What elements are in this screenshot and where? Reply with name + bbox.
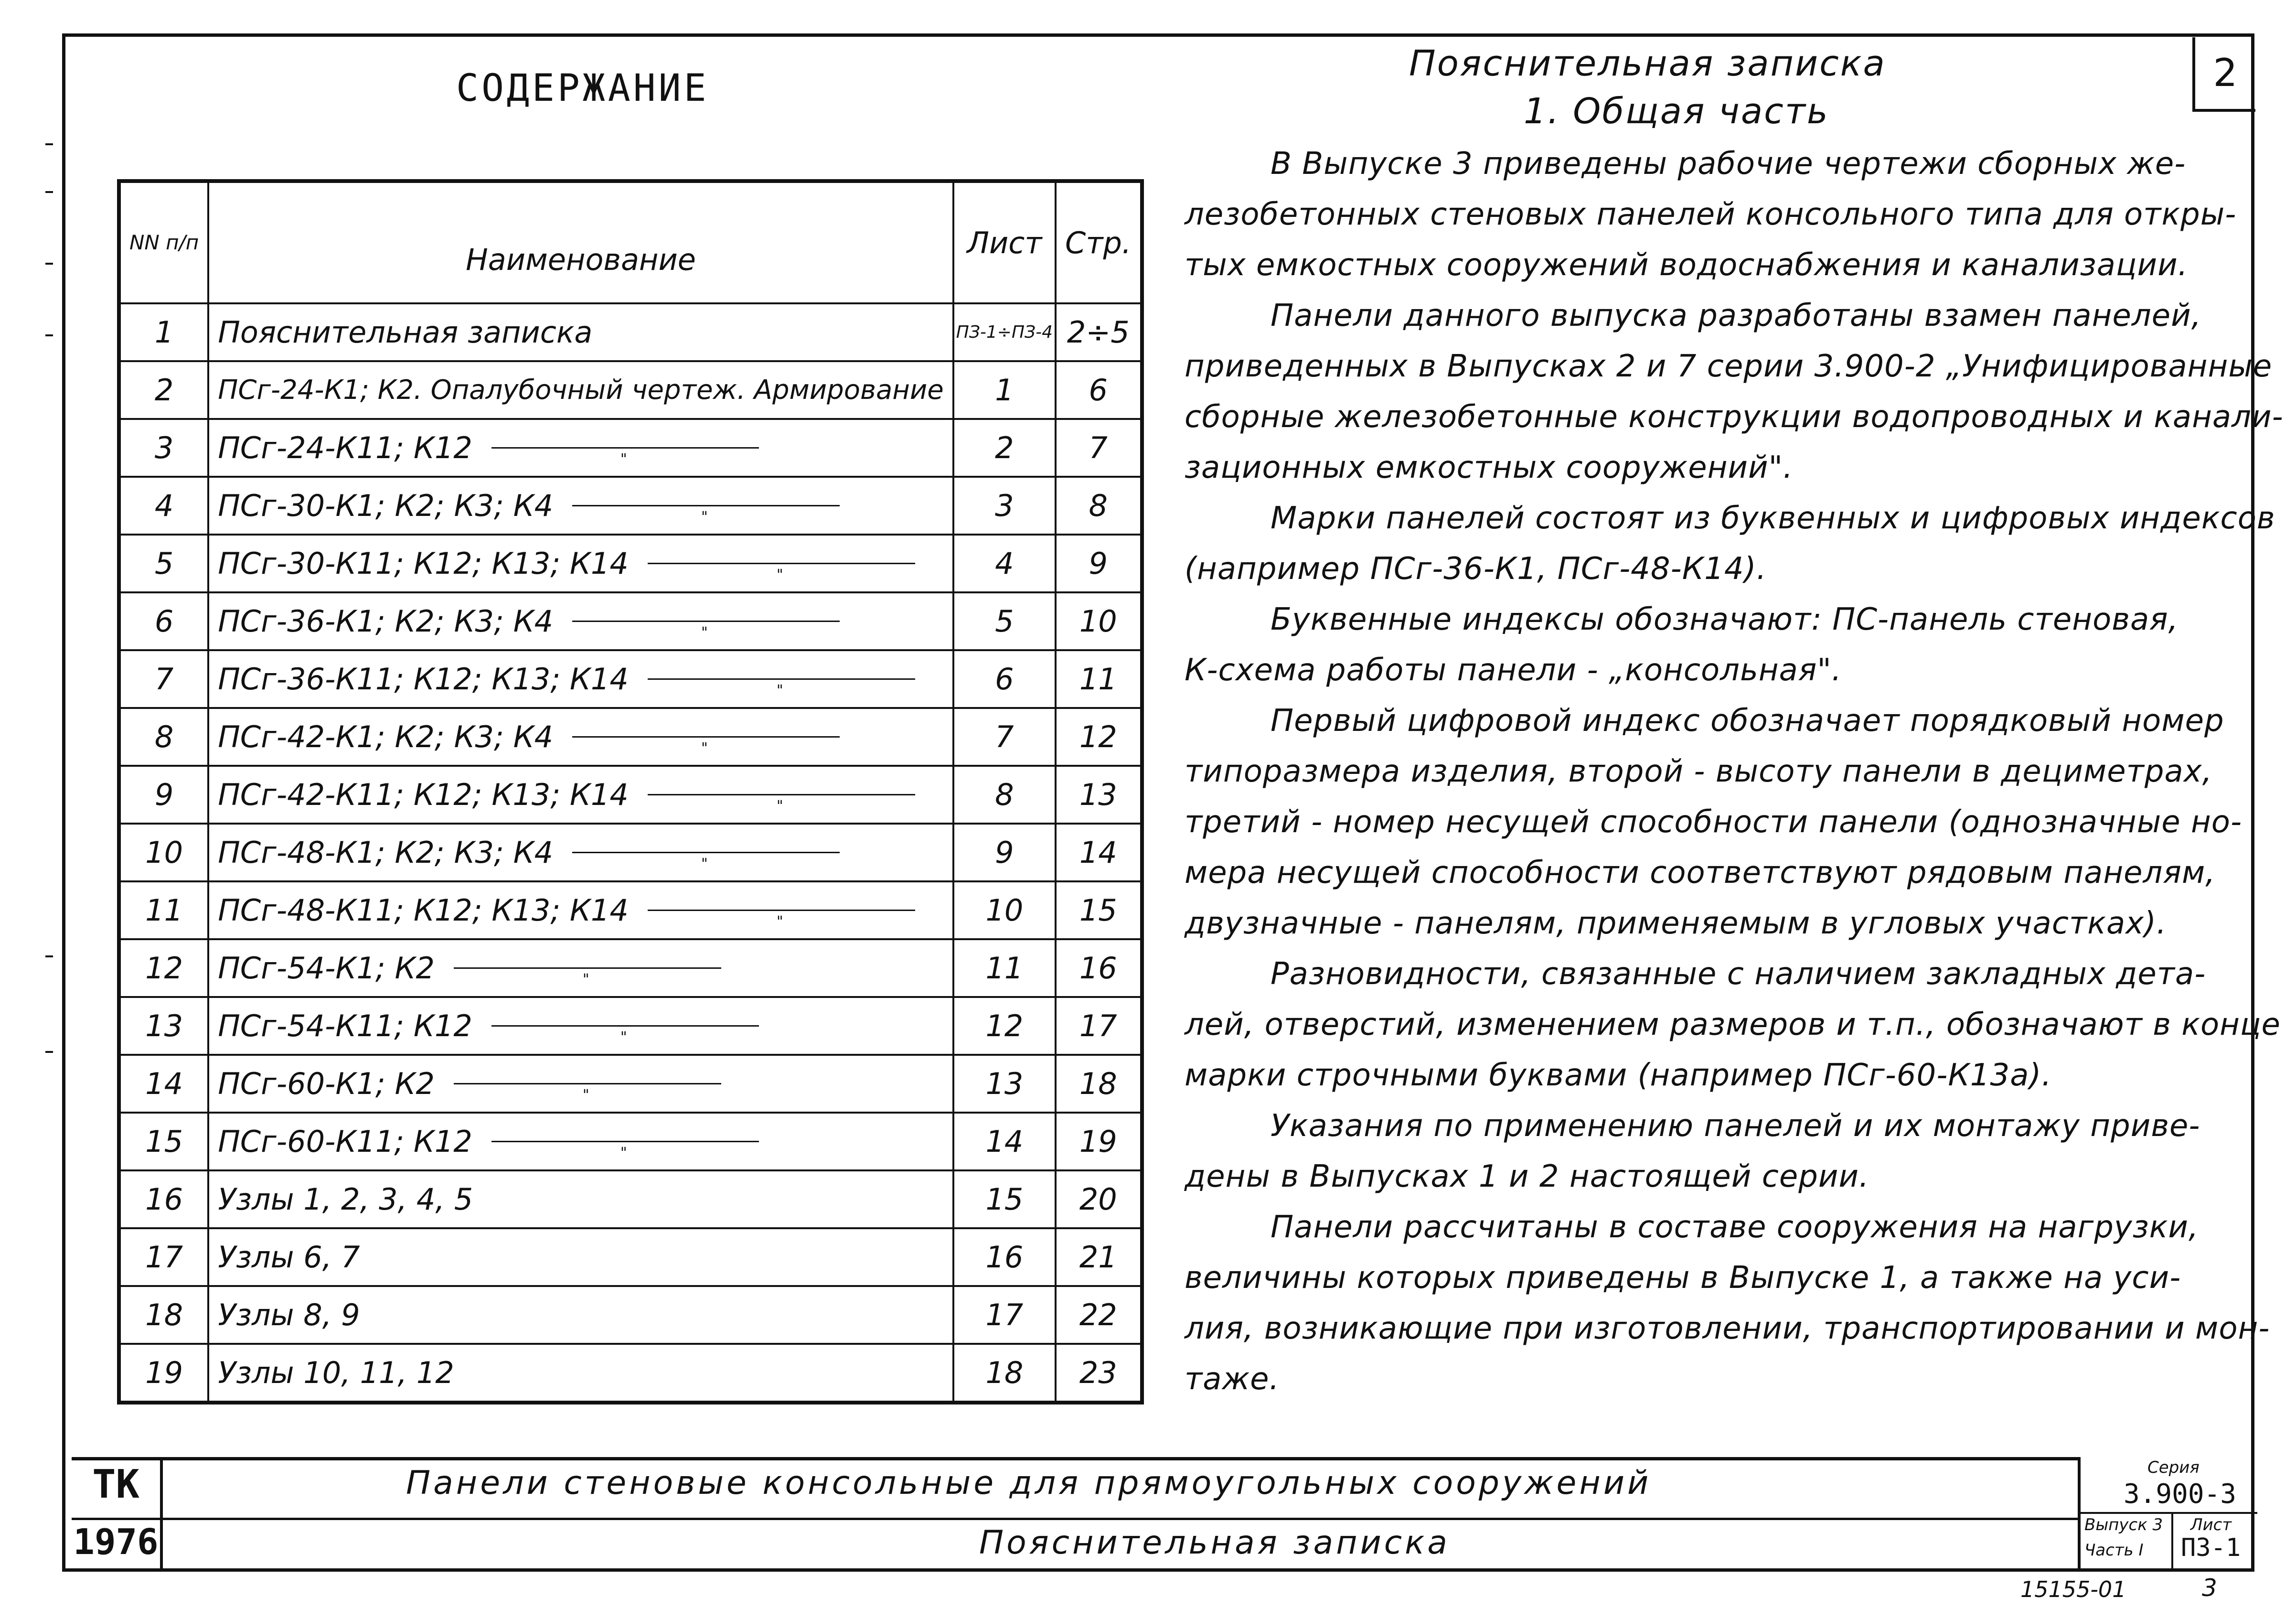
ditto-mark: " xyxy=(776,682,783,699)
issue-label: Выпуск 3 xyxy=(2084,1515,2163,1534)
header-num: NN п/п xyxy=(119,181,208,303)
year: 1976 xyxy=(73,1522,159,1563)
row-num: 12 xyxy=(119,939,208,997)
table-row xyxy=(119,708,1142,766)
binding-margin-marks xyxy=(45,143,55,1290)
note-line: двузначные - панелям, применяемым в угловых участках). xyxy=(1185,906,2167,941)
note-line: марки строчными буквами (например ПСг-60-К13а). xyxy=(1185,1058,2052,1093)
row-num: 4 xyxy=(119,477,208,535)
row-page: 10 xyxy=(1056,592,1142,650)
row-page: 6 xyxy=(1056,361,1142,419)
row-page: 8 xyxy=(1056,477,1142,535)
note-line: лей, отверстий, изменением размеров и т.п., обозначают в конце xyxy=(1185,1007,2281,1042)
row-num: 19 xyxy=(119,1344,208,1403)
row-sheet: 15 xyxy=(953,1170,1056,1228)
series-label: Серия xyxy=(2147,1458,2200,1477)
row-num: 7 xyxy=(119,650,208,708)
ditto-line xyxy=(648,563,915,583)
table-row xyxy=(119,997,1142,1055)
row-sheet: 10 xyxy=(953,881,1056,939)
ditto-line xyxy=(648,794,915,815)
header-name: Наименование xyxy=(208,181,953,303)
row-name-cell xyxy=(208,650,953,708)
contents-header-row xyxy=(119,181,1142,303)
note-line: Разновидности, связанные с наличием закладных дета- xyxy=(1271,956,2206,992)
row-name: ПСг-36-К11; К12; К13; К14 xyxy=(218,662,629,697)
row-num: 9 xyxy=(119,766,208,824)
org-code: ТК xyxy=(92,1462,139,1507)
row-name: ПСг-54-К1; К2 xyxy=(218,951,435,986)
table-row xyxy=(119,939,1142,997)
table-row xyxy=(119,1170,1142,1228)
stamp-vertical-divider xyxy=(2171,1512,2173,1572)
row-sheet: 17 xyxy=(953,1286,1056,1344)
row-sheet: 5 xyxy=(953,592,1056,650)
note-line: лезобетонных стеновых панелей консольного типа для откры- xyxy=(1185,197,2237,232)
ditto-line xyxy=(491,1025,759,1046)
row-name: ПСг-60-К11; К12 xyxy=(218,1124,472,1159)
ditto-mark: " xyxy=(776,913,783,930)
ditto-mark: " xyxy=(776,798,783,815)
row-name: ПСг-42-К1; К2; К3; К4 xyxy=(218,719,554,754)
note-line: мера несущей способности соответствуют рядовым панелям, xyxy=(1185,855,2216,890)
row-name-cell xyxy=(208,419,953,477)
row-name: ПСг-48-К11; К12; К13; К14 xyxy=(218,893,629,928)
ditto-mark: " xyxy=(701,624,708,641)
row-num: 11 xyxy=(119,881,208,939)
sheet-value: ПЗ-1 xyxy=(2181,1533,2241,1562)
row-sheet: 7 xyxy=(953,708,1056,766)
contents-body xyxy=(119,303,1142,1403)
row-sheet: 8 xyxy=(953,766,1056,824)
ditto-line xyxy=(454,1083,721,1104)
note-body xyxy=(1185,139,2284,1404)
ditto-line xyxy=(572,736,840,757)
table-row xyxy=(119,1286,1142,1344)
row-sheet: 3 xyxy=(953,477,1056,535)
table-row xyxy=(119,419,1142,477)
row-name-cell xyxy=(208,1286,953,1344)
row-num: 2 xyxy=(119,361,208,419)
sheet-label: Лист xyxy=(2190,1515,2232,1534)
note-line: третий - номер несущей способности панели (однозначные но- xyxy=(1185,804,2243,840)
note-line: тых емкостных сооружений водоснабжения и канализации. xyxy=(1185,247,2188,283)
row-name-cell xyxy=(208,1344,953,1403)
table-row xyxy=(119,766,1142,824)
row-name-cell xyxy=(208,939,953,997)
row-page: 19 xyxy=(1056,1113,1142,1170)
row-page: 9 xyxy=(1056,535,1142,592)
note-line: сборные железобетонные конструкции водопроводных и канали- xyxy=(1185,399,2284,435)
row-sheet: 4 xyxy=(953,535,1056,592)
table-row xyxy=(119,650,1142,708)
ditto-mark: " xyxy=(620,451,627,468)
table-row xyxy=(119,824,1142,881)
ditto-line xyxy=(572,852,840,872)
ditto-mark: " xyxy=(701,509,708,525)
table-row xyxy=(119,477,1142,535)
row-num: 18 xyxy=(119,1286,208,1344)
ditto-mark: " xyxy=(582,971,589,988)
page-number: 2 xyxy=(2192,37,2255,112)
row-num: 10 xyxy=(119,824,208,881)
row-sheet: 6 xyxy=(953,650,1056,708)
ditto-line xyxy=(491,447,759,468)
row-sheet: 16 xyxy=(953,1228,1056,1286)
row-num: 3 xyxy=(119,419,208,477)
row-page: 23 xyxy=(1056,1344,1142,1403)
row-name-cell xyxy=(208,361,953,419)
row-num: 1 xyxy=(119,303,208,361)
row-page: 7 xyxy=(1056,419,1142,477)
title-block-stamp xyxy=(2078,1457,2257,1572)
note-line: Марки панелей состоят из буквенных и цифровых индексов xyxy=(1271,501,2275,536)
ditto-line xyxy=(491,1141,759,1161)
row-name-cell xyxy=(208,1113,953,1170)
table-row xyxy=(119,303,1142,361)
row-num: 17 xyxy=(119,1228,208,1286)
row-name-cell xyxy=(208,1228,953,1286)
row-num: 14 xyxy=(119,1055,208,1113)
row-name: ПСг-60-К1; К2 xyxy=(218,1066,435,1101)
row-name: ПСг-30-К11; К12; К13; К14 xyxy=(218,546,629,581)
row-sheet: 1 xyxy=(953,361,1056,419)
ditto-line xyxy=(648,678,915,699)
ditto-mark: " xyxy=(701,740,708,757)
note-line: типоразмера изделия, второй - высоту панели в дециметрах, xyxy=(1185,754,2212,789)
ditto-mark: " xyxy=(776,567,783,583)
header-page: Стр. xyxy=(1056,181,1142,303)
row-page: 17 xyxy=(1056,997,1142,1055)
row-page: 16 xyxy=(1056,939,1142,997)
row-page: 13 xyxy=(1056,766,1142,824)
row-name-cell xyxy=(208,1170,953,1228)
row-page: 15 xyxy=(1056,881,1142,939)
header-sheet: Лист xyxy=(953,181,1056,303)
note-line: Первый цифровой индекс обозначает порядковый номер xyxy=(1271,703,2224,739)
row-name-cell xyxy=(208,997,953,1055)
note-line: Буквенные индексы обозначают: ПС-панель стеновая, xyxy=(1271,602,2179,637)
row-page: 21 xyxy=(1056,1228,1142,1286)
ditto-mark: " xyxy=(620,1029,627,1046)
note-line: таже. xyxy=(1185,1361,1280,1397)
footer-code: 15155-01 xyxy=(2020,1576,2126,1602)
row-sheet: ПЗ-1÷ПЗ-4 xyxy=(953,303,1056,361)
row-name: Узлы 1, 2, 3, 4, 5 xyxy=(218,1182,473,1217)
row-name: ПСг-24-К11; К12 xyxy=(218,430,472,465)
row-sheet: 14 xyxy=(953,1113,1056,1170)
row-name-cell xyxy=(208,708,953,766)
row-name-cell xyxy=(208,592,953,650)
title-block-org xyxy=(72,1457,163,1572)
row-num: 8 xyxy=(119,708,208,766)
note-line: Панели рассчитаны в составе сооружения на нагрузки, xyxy=(1271,1210,2199,1245)
note-line: Указания по применению панелей и их монтажу приве- xyxy=(1271,1108,2200,1144)
row-num: 5 xyxy=(119,535,208,592)
table-row xyxy=(119,361,1142,419)
row-name: Узлы 6, 7 xyxy=(218,1240,360,1275)
note-line: лия, возникающие при изготовлении, транспортировании и мон- xyxy=(1185,1311,2270,1346)
row-name-cell xyxy=(208,535,953,592)
ditto-line xyxy=(648,910,915,930)
table-row xyxy=(119,881,1142,939)
series-value: 3.900-3 xyxy=(2124,1479,2237,1510)
row-page: 14 xyxy=(1056,824,1142,881)
row-num: 13 xyxy=(119,997,208,1055)
note-line: величины которых приведены в Выпуске 1, а также на уси- xyxy=(1185,1260,2181,1296)
row-name: ПСг-30-К1; К2; К3; К4 xyxy=(218,488,554,523)
ditto-line xyxy=(572,505,840,525)
row-page: 18 xyxy=(1056,1055,1142,1113)
row-name: ПСг-36-К1; К2; К3; К4 xyxy=(218,604,554,639)
note-line: Панели данного выпуска разработаны взамен панелей, xyxy=(1271,298,2202,333)
row-name-cell xyxy=(208,766,953,824)
row-name: Пояснительная записка xyxy=(218,315,593,350)
table-row xyxy=(119,1113,1142,1170)
row-name-cell xyxy=(208,1055,953,1113)
title-block-line-1: Панели стеновые консольные для прямоугольных сооружений xyxy=(406,1464,1652,1502)
row-num: 6 xyxy=(119,592,208,650)
note-title: Пояснительная записка xyxy=(1409,43,1886,84)
row-sheet: 11 xyxy=(953,939,1056,997)
row-name: Узлы 10, 11, 12 xyxy=(218,1355,454,1390)
row-name: ПСг-48-К1; К2; К3; К4 xyxy=(218,835,554,870)
row-num: 15 xyxy=(119,1113,208,1170)
ditto-line xyxy=(454,967,721,988)
row-name: ПСг-54-К11; К12 xyxy=(218,1008,472,1043)
row-name-cell xyxy=(208,881,953,939)
footer-page: 3 xyxy=(2202,1574,2217,1602)
row-sheet: 18 xyxy=(953,1344,1056,1403)
row-name: Узлы 8, 9 xyxy=(218,1297,360,1332)
title-block xyxy=(72,1457,2254,1572)
note-line: дены в Выпусках 1 и 2 настоящей серии. xyxy=(1185,1159,1869,1194)
note-line: зационных емкостных сооружений". xyxy=(1185,450,1794,485)
ditto-mark: " xyxy=(620,1145,627,1161)
table-row xyxy=(119,1344,1142,1403)
row-sheet: 2 xyxy=(953,419,1056,477)
ditto-mark: " xyxy=(701,856,708,872)
row-name-cell xyxy=(208,303,953,361)
note-line: (например ПСг-36-К1, ПСг-48-К14). xyxy=(1185,551,1767,587)
row-page: 22 xyxy=(1056,1286,1142,1344)
note-line: приведенных в Выпусках 2 и 7 серии 3.900-2 „Унифицированные xyxy=(1185,349,2273,384)
table-row xyxy=(119,592,1142,650)
part-label: Часть I xyxy=(2084,1541,2144,1560)
row-sheet: 13 xyxy=(953,1055,1056,1113)
table-row xyxy=(119,1055,1142,1113)
note-line: К-схема работы панели - „консольная". xyxy=(1185,653,1842,688)
row-name: ПСг-24-К1; К2. Опалубочный чертеж. Армирование xyxy=(218,375,944,406)
row-sheet: 9 xyxy=(953,824,1056,881)
row-num: 16 xyxy=(119,1170,208,1228)
title-block-line-2: Пояснительная записка xyxy=(979,1524,1450,1562)
note-line: В Выпуске 3 приведены рабочие чертежи сборных же- xyxy=(1271,146,2186,182)
table-row xyxy=(119,1228,1142,1286)
row-name: ПСг-42-К11; К12; К13; К14 xyxy=(218,777,629,812)
ditto-line xyxy=(572,621,840,641)
row-page: 12 xyxy=(1056,708,1142,766)
note-subtitle: 1. Общая часть xyxy=(1524,91,1829,132)
ditto-mark: " xyxy=(582,1087,589,1104)
row-name-cell xyxy=(208,824,953,881)
row-name-cell xyxy=(208,477,953,535)
row-sheet: 12 xyxy=(953,997,1056,1055)
table-row xyxy=(119,535,1142,592)
row-page: 11 xyxy=(1056,650,1142,708)
contents-table xyxy=(117,179,1144,1404)
row-page: 20 xyxy=(1056,1170,1142,1228)
stamp-divider xyxy=(2081,1512,2257,1514)
row-page: 2÷5 xyxy=(1056,303,1142,361)
contents-title: СОДЕРЖАНИЕ xyxy=(456,67,709,110)
